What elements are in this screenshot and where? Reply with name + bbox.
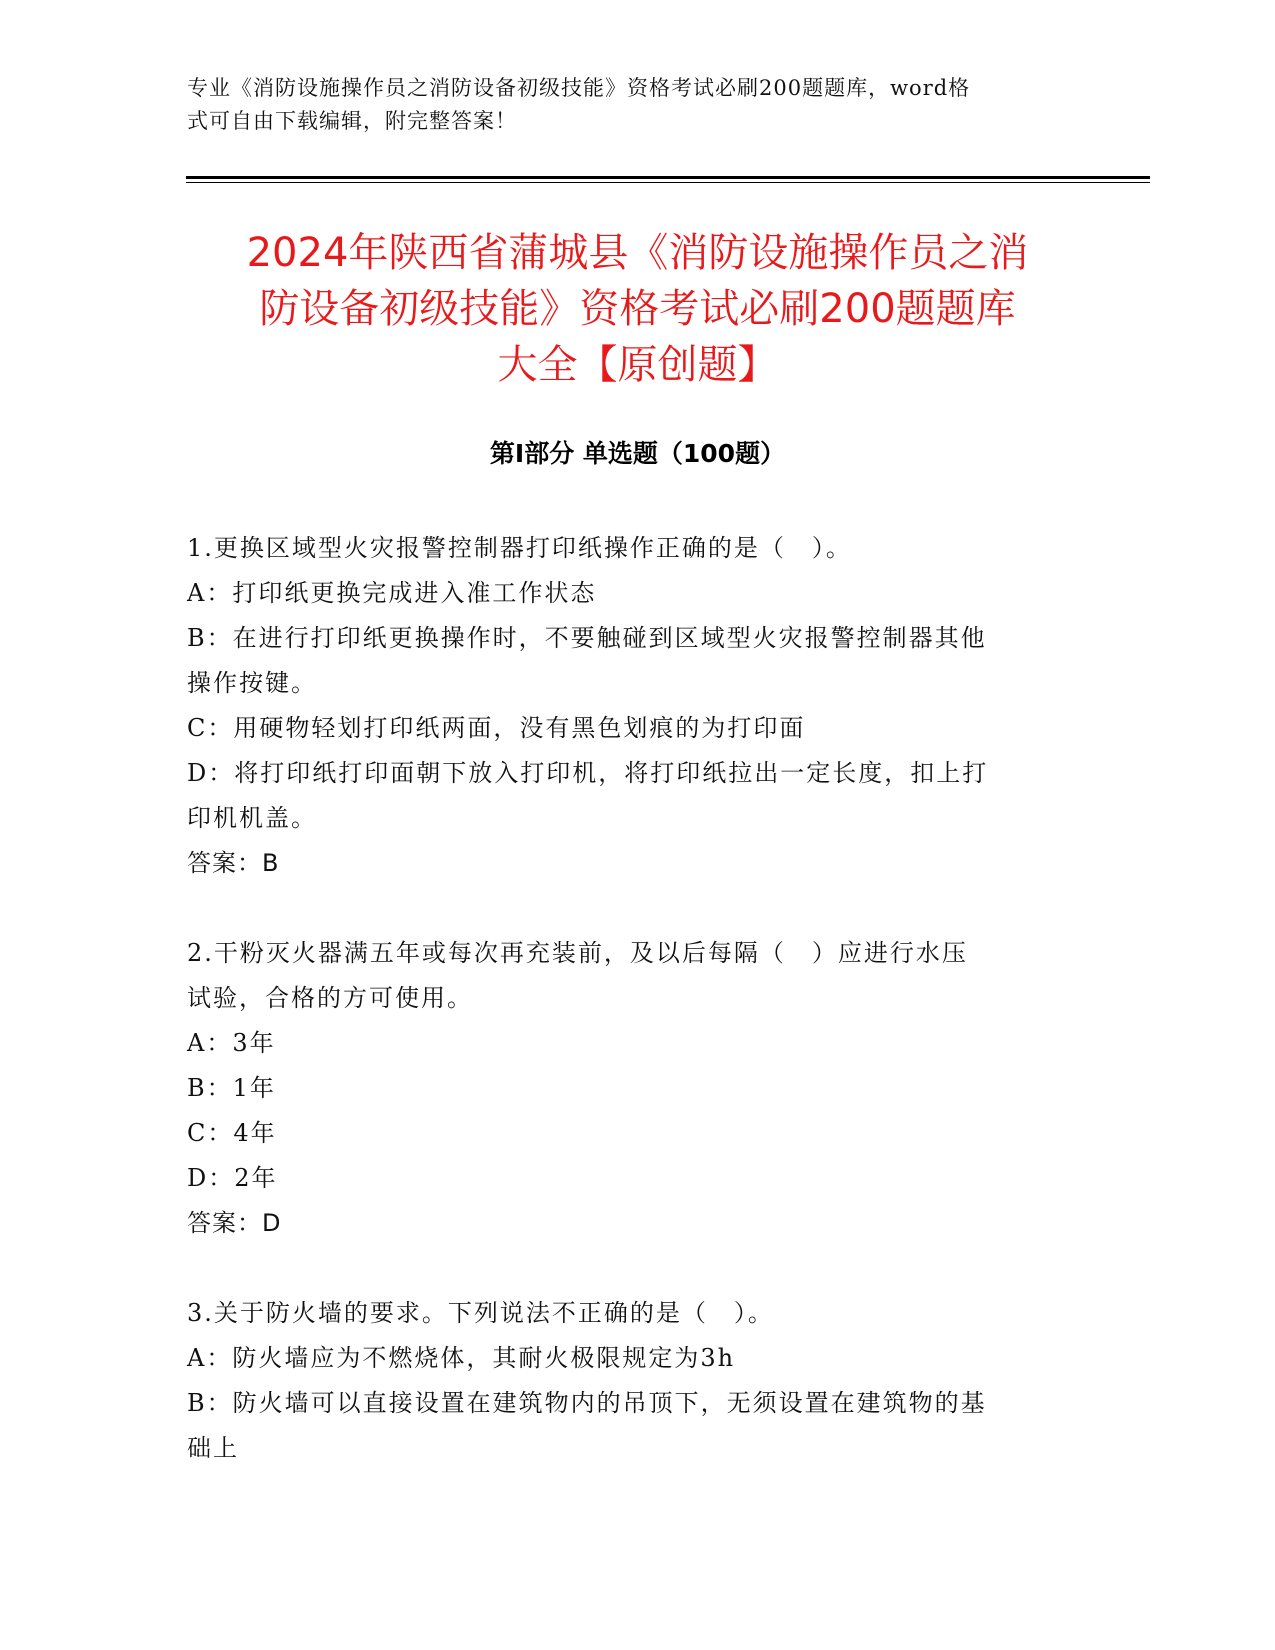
header-note-line: 专业《消防设施操作员之消防设备初级技能》资格考试必刷200题题库，word格 [187, 76, 971, 100]
option-line: D：2年 [187, 1164, 278, 1192]
question-stem: 试验，合格的方可使用。 [187, 984, 473, 1012]
option-line: 操作按键。 [187, 669, 317, 697]
option-line: C：用硬物轻划打印纸两面，没有黑色划痕的为打印面 [187, 714, 806, 742]
option-line: B：1年 [187, 1074, 276, 1102]
header-divider-thin [186, 182, 1150, 183]
option-line: A：打印纸更换完成进入准工作状态 [187, 579, 597, 607]
option-line: 印机机盖。 [187, 804, 317, 832]
option-line: B：防火墙可以直接设置在建筑物内的吊顶下，无须设置在建筑物的基 [187, 1389, 987, 1417]
option-line: B：在进行打印纸更换操作时，不要触碰到区域型火灾报警控制器其他 [187, 624, 987, 652]
question-item [187, 1291, 1067, 1471]
option-line: A：防火墙应为不燃烧体，其耐火极限规定为3h [187, 1344, 736, 1372]
title-line: 2024年陕西省蒲城县《消防设施操作员之消 [246, 230, 1029, 276]
header-divider-thick [186, 176, 1150, 179]
title-line: 防设备初级技能》资格考试必刷200题题库 [259, 286, 1016, 332]
option-line: C：4年 [187, 1119, 277, 1147]
question-stem: 3.关于防火墙的要求。下列说法不正确的是（ ）。 [187, 1299, 774, 1327]
title-line: 大全【原创题】 [497, 342, 778, 388]
header-note-line: 式可自由下载编辑，附完整答案！ [187, 109, 517, 133]
option-line: D：将打印纸打印面朝下放入打印机，将打印纸拉出一定长度，扣上打 [187, 759, 989, 787]
option-line: 础上 [187, 1434, 239, 1462]
answer-label: 答案：D [187, 1209, 282, 1237]
header-note [187, 72, 1067, 138]
question-item [187, 526, 1067, 886]
question-list [187, 526, 1067, 1471]
question-stem: 1.更换区域型火灾报警控制器打印纸操作正确的是（ ）。 [187, 534, 852, 562]
question-stem: 2.干粉灭火器满五年或每次再充装前，及以后每隔（ ）应进行水压 [187, 939, 968, 967]
question-item [187, 931, 1067, 1246]
section-title: 第Ⅰ部分 单选题（100题） [489, 439, 786, 468]
page-title [160, 225, 1115, 393]
option-line: A：3年 [187, 1029, 276, 1057]
answer-label: 答案：B [187, 849, 280, 877]
